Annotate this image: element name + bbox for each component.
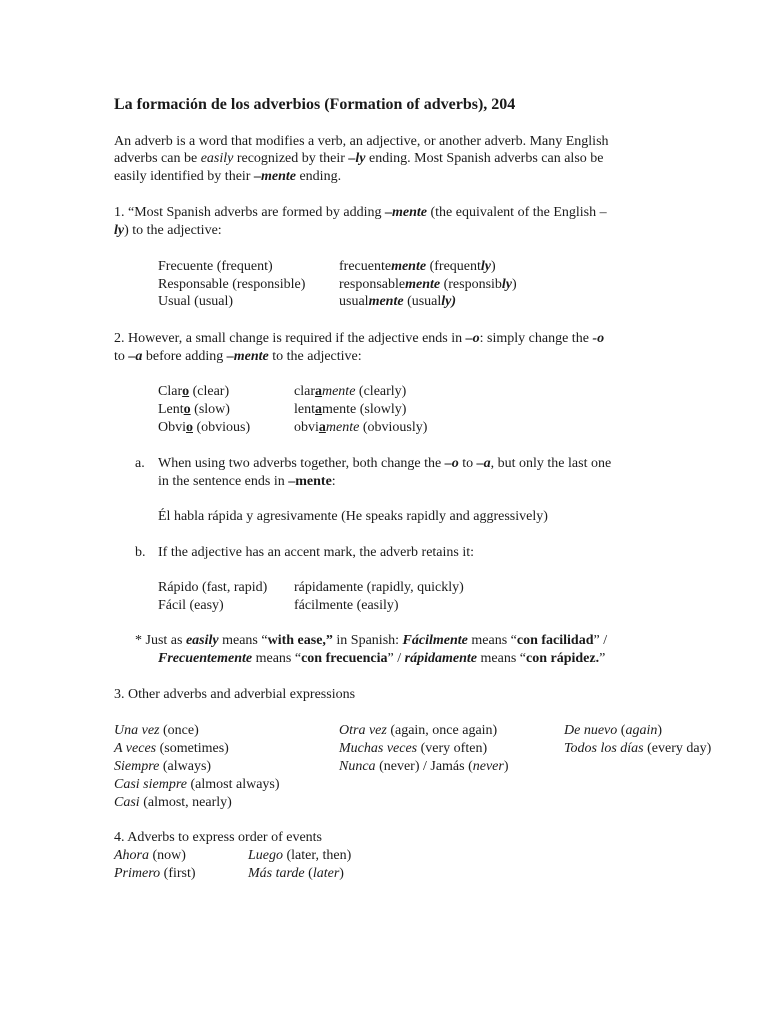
section-3-heading: 3. Other adverbs and adverbial expressions (114, 687, 356, 702)
point-a-line-2: in the sentence ends in –mente: (158, 474, 336, 489)
s3-col1-item: Una vez (once) (114, 723, 199, 738)
s1-row-1-adjective: Frecuente (frequent) (158, 259, 273, 274)
section-4-heading: 4. Adverbs to express order of events (114, 830, 323, 845)
s4-col2-item: Luego (later, then) (248, 848, 352, 863)
s1-row-3-adverb: usualmente (usually) (339, 294, 457, 309)
s3-col3-item: Todos los días (every day) (564, 741, 712, 756)
s1-row-2-adverb: responsablemente (responsibly) (339, 277, 517, 292)
b-row-2-adverb: fácilmente (easily) (294, 598, 399, 613)
s1-row-3-adjective: Usual (usual) (158, 294, 234, 309)
s3-col1-item: Casi (almost, nearly) (114, 795, 232, 810)
b-row-1-adjective: Rápido (fast, rapid) (158, 580, 268, 595)
s4-col1-item: Ahora (now) (114, 848, 186, 863)
list-marker-b: b. (135, 545, 146, 560)
point-b-line-1: If the adjective has an accent mark, the adverb retains it: (158, 545, 475, 560)
section-1-line-2: ly) to the adjective: (114, 223, 222, 238)
s2-row-2-adjective: Lento (slow) (158, 402, 230, 417)
s3-col1-item: Siempre (always) (114, 759, 212, 774)
s2-row-1-adverb: claramente (clearly) (294, 384, 407, 399)
list-marker-a: a. (135, 456, 145, 471)
s1-row-2-adjective: Responsable (responsible) (158, 277, 306, 292)
page-title: La formación de los adverbios (Formation of adverbs), 204 (114, 96, 516, 113)
b-row-2-adjective: Fácil (easy) (158, 598, 224, 613)
s3-col3-item: De nuevo (again) (564, 723, 662, 738)
s2-row-3-adverb: obviamente (obviously) (294, 420, 428, 435)
b-row-1-adverb: rápidamente (rapidly, quickly) (294, 580, 464, 595)
s2-row-1-adjective: Claro (clear) (158, 384, 230, 399)
intro-line-1: An adverb is a word that modifies a verb, an adjective, or another adverb. Many English (114, 134, 609, 149)
s3-col1-item: Casi siempre (almost always) (114, 777, 280, 792)
note-line-2: Frecuentemente means “con frecuencia” / rápidamente means “con rápidez.” (158, 651, 606, 666)
s3-col2-item: Nunca (never) / Jamás (never) (339, 759, 509, 774)
intro-line-3: easily identified by their –mente ending. (114, 169, 342, 184)
s2-row-2-adverb: lentamente (slowly) (294, 402, 407, 417)
s3-col2-item: Muchas veces (very often) (339, 741, 488, 756)
note-line-1: * Just as easily means “with ease,” in Spanish: Fácilmente means “con facilidad” / (135, 633, 608, 648)
section-1-line-1: 1. “Most Spanish adverbs are formed by adding –mente (the equivalent of the English – (114, 205, 607, 220)
point-a-example: Él habla rápida y agresivamente (He speaks rapidly and aggressively) (158, 509, 548, 524)
s4-col1-item: Primero (first) (114, 866, 196, 881)
s3-col1-item: A veces (sometimes) (114, 741, 229, 756)
section-2-line-2: to –a before adding –mente to the adjective: (114, 349, 362, 364)
s1-row-1-adverb: frecuentemente (frequently) (339, 259, 496, 274)
s3-col2-item: Otra vez (again, once again) (339, 723, 498, 738)
section-2-line-1: 2. However, a small change is required if the adjective ends in –o: simply change the -o (114, 331, 605, 346)
s2-row-3-adjective: Obvio (obvious) (158, 420, 251, 435)
point-a-line-1: When using two adverbs together, both change the –o to –a, but only the last one (158, 456, 612, 471)
s4-col2-item: Más tarde (later) (248, 866, 344, 881)
intro-line-2: adverbs can be easily recognized by their –ly ending. Most Spanish adverbs can also be (114, 151, 604, 166)
